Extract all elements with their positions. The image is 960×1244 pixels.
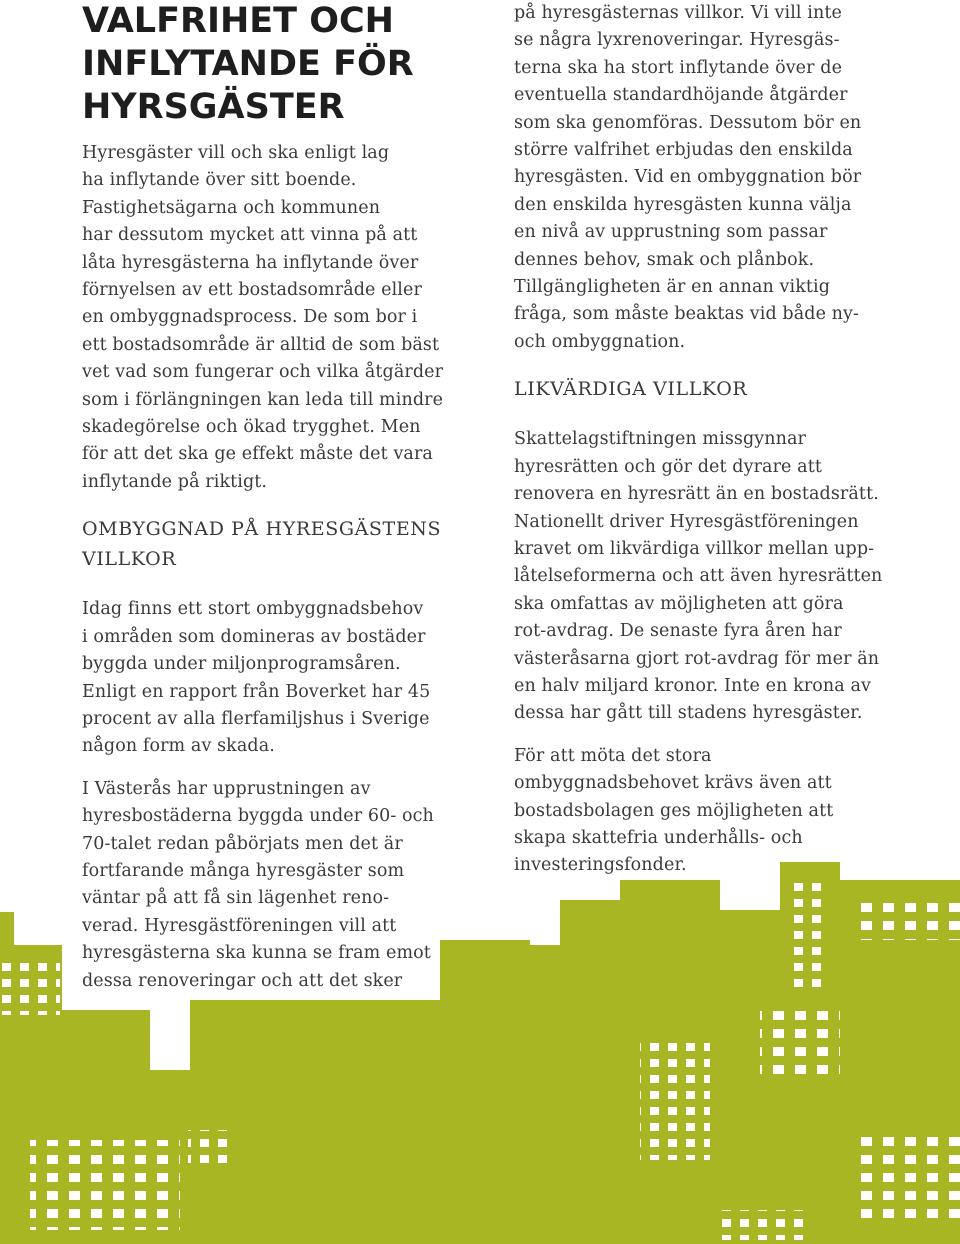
title-line: VALFRIHET OCH <box>82 1 394 41</box>
text-line: rot-avdrag. De senaste fyra åren har <box>514 621 842 642</box>
text-line: Skattelagstiftningen missgynnar <box>514 429 807 450</box>
text-line: en nivå av upprustning som passar <box>514 222 828 243</box>
text-line: har dessutom mycket att vinna på att <box>82 225 418 246</box>
text-line: en halv miljard kronor. Inte en krona av <box>514 675 872 696</box>
text-line: kravet om likvärdiga villkor mellan upp- <box>514 538 875 559</box>
title-line: INFLYTANDE FÖR <box>82 44 414 84</box>
text-line: fråga, som måste beaktas vid både ny- <box>514 304 860 325</box>
ombyggnad-paragraph <box>82 596 472 760</box>
text-line: Enligt en rapport från Boverket har 45 <box>82 681 431 702</box>
right-column <box>514 0 904 895</box>
text-line: för att det ska ge effekt måste det vara <box>82 444 433 465</box>
text-line: låtelseformerna och att även hyresrätten <box>514 566 883 587</box>
text-line: förnyelsen av ett bostadsområde eller <box>82 280 422 301</box>
heading-line: OMBYGGNAD PÅ HYRESGÄSTENS <box>82 518 442 541</box>
text-line: låta hyresgästerna ha inflytande över <box>82 252 419 273</box>
heading-line: VILLKOR <box>82 548 177 571</box>
text-line: investeringsfonder. <box>514 855 687 876</box>
text-line: procent av alla flerfamiljshus i Sverige <box>82 708 430 729</box>
text-line: ombyggnadsbehovet krävs även att <box>514 773 832 794</box>
text-line: större valfrihet erbjudas den enskilda <box>514 140 853 161</box>
text-line: vet vad som fungerar och vilka åtgärder <box>82 362 444 383</box>
text-line: skadegörelse och ökad trygghet. Men <box>82 417 421 438</box>
text-line: Hyresgäster vill och ska enligt lag <box>82 143 390 163</box>
text-line: Idag finns ett stort ombyggnadsbehov <box>82 599 424 620</box>
text-line: bostadsbolagen ges möjligheten att <box>514 800 834 821</box>
text-line: Nationellt driver Hyresgästföreningen <box>514 511 859 532</box>
text-line: på hyresgästernas villkor. Vi vill inte <box>514 3 842 23</box>
text-line: renovera en hyresrätt än en bostadsrätt. <box>514 484 879 505</box>
text-line: hyresgästerna ska kunna se fram emot <box>82 943 431 964</box>
text-line: dessa har gått till stadens hyresgäster. <box>514 703 863 724</box>
text-line: ska omfattas av möjligheten att göra <box>514 593 844 614</box>
text-line: hyresbostäderna byggda under 60- och <box>82 806 434 827</box>
text-line: inflytande på riktigt. <box>82 471 268 492</box>
skatt-paragraph <box>514 426 904 727</box>
text-line: ett bostadsområde är alltid de som bäst <box>82 334 440 355</box>
section-heading-ombyggnad <box>82 514 472 574</box>
text-line: en ombyggnadsprocess. De som bor i <box>82 307 418 328</box>
heading-line: LIKVÄRDIGA VILLKOR <box>514 378 748 401</box>
text-line: terna ska ha stort inflytande över de <box>514 57 843 78</box>
text-line: och ombyggnation. <box>514 331 686 352</box>
text-line: dessa renoveringar och att det sker <box>82 970 403 991</box>
text-line: väntar på att få sin lägenhet reno- <box>82 888 390 909</box>
fonder-paragraph <box>514 743 904 880</box>
text-line: Tillgängligheten är en annan viktig <box>514 277 831 298</box>
text-line: dennes behov, smak och plånbok. <box>514 249 815 270</box>
text-line: se några lyxrenoveringar. Hyresgäs- <box>514 30 840 51</box>
text-line: den enskilda hyresgästen kunna välja <box>514 194 852 215</box>
text-line: Fastighetsägarna och kommunen <box>82 197 381 218</box>
intro-paragraph <box>82 140 472 496</box>
text-line: i områden som domineras av bostäder <box>82 626 426 647</box>
text-line: ha inflytande över sitt boende. <box>82 170 357 191</box>
text-line: 70-talet redan påbörjats men det är <box>82 833 403 854</box>
text-line: För att möta det stora <box>514 745 712 766</box>
text-line: I Västerås har upprustningen av <box>82 778 371 799</box>
text-line: som i förlängningen kan leda till mindre <box>82 389 444 410</box>
page-title <box>82 0 482 129</box>
text-line: någon form av skada. <box>82 736 275 757</box>
text-line: byggda under miljonprogramsåren. <box>82 654 401 675</box>
title-line: HYRSGÄSTER <box>82 87 345 127</box>
text-line: fortfarande många hyresgäster som <box>82 860 405 881</box>
section-heading-likvardiga <box>514 374 904 404</box>
text-line: västeråsarna gjort rot-avdrag för mer än <box>514 648 880 669</box>
text-line: hyresgästen. Vid en ombyggnation bör <box>514 167 862 188</box>
text-line: verad. Hyresgästföreningen vill att <box>82 915 397 936</box>
text-line: skapa skattefria underhålls- och <box>514 827 803 848</box>
text-line: som ska genomföras. Dessutom bör en <box>514 112 862 133</box>
left-column <box>82 140 472 1010</box>
text-line: eventuella standardhöjande åtgärder <box>514 85 848 106</box>
text-line: hyresrätten och gör det dyrare att <box>514 456 822 477</box>
continued-paragraph <box>514 0 904 356</box>
vasteras-paragraph <box>82 776 472 995</box>
